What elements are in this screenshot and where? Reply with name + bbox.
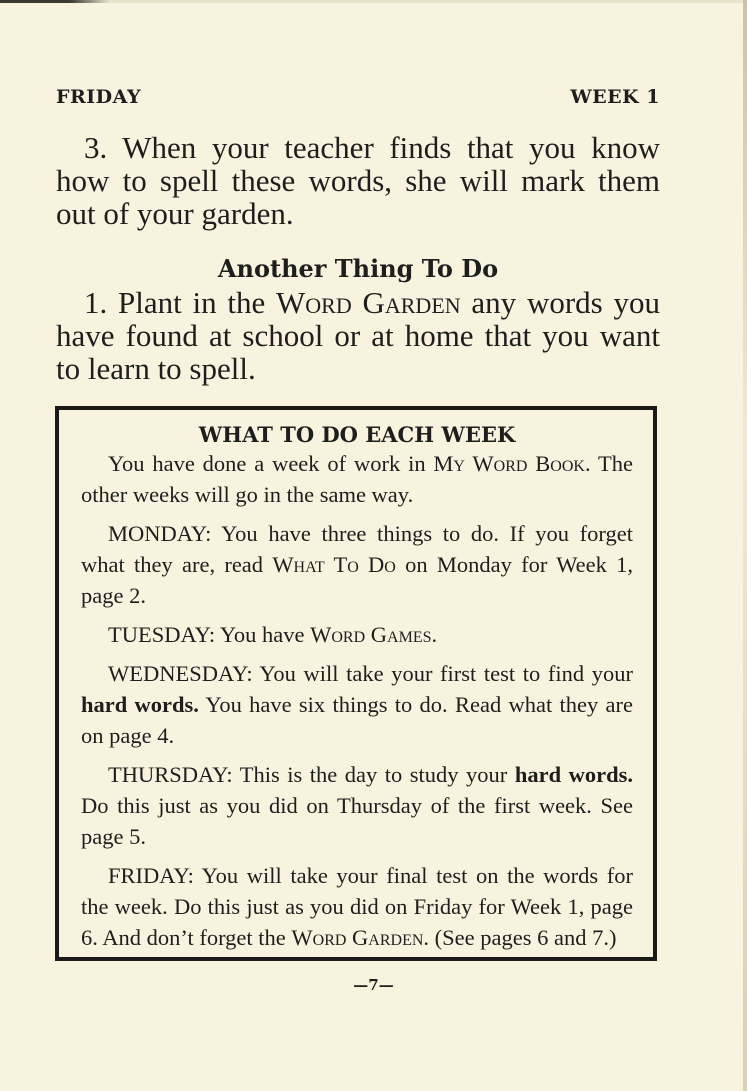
thursday-text-b: Do this just as you did on Thursday of the first week. See page 5. — [81, 793, 633, 849]
box-title: WHAT TO DO EACH WEEK — [198, 422, 516, 447]
wednesday-bold: hard words. — [81, 692, 199, 717]
monday-text-b: on Monday for Week 1, page 2. — [81, 552, 634, 608]
running-head-day: FRIDAY — [56, 86, 142, 108]
wednesday-text-a: WEDNESDAY: You will take your first test to find your — [108, 661, 633, 686]
paragraph-plant-words — [56, 286, 660, 385]
page-right-edge — [743, 0, 747, 1091]
friday-text-b: . (See pages 6 and 7.) — [423, 925, 617, 950]
tuesday-text-b: . — [431, 622, 438, 647]
monday-text-a: MONDAY: You have three things to do. If you forget what they are, read — [81, 521, 633, 577]
thursday-text-a: THURSDAY: This is the day to study your — [108, 762, 515, 787]
intro-text-b: . The other weeks will go in the same way. — [81, 451, 634, 507]
box-friday — [81, 860, 633, 953]
weekly-instructions-box — [55, 406, 657, 961]
section-heading-another-thing: Another Thing To Do — [217, 254, 499, 283]
page-number: —7— — [353, 976, 394, 994]
thursday-bold: hard words. — [514, 762, 633, 787]
wednesday-text-b: You have six things to do. Read what they are on page 4. — [81, 692, 633, 748]
box-wednesday — [81, 658, 633, 751]
box-thursday — [81, 759, 633, 852]
box-tuesday — [81, 619, 633, 650]
paragraph-step-3: 3. When your teacher finds that you know how to spell these words, she will mark them out of your garden. — [56, 130, 660, 231]
monday-ref: What To Do — [272, 552, 396, 577]
tuesday-ref: Word Games — [310, 622, 432, 647]
tuesday-text-a: TUESDAY: You have — [108, 622, 311, 647]
plant-text-end: any words you have found at school or at home that you want to learn to spell. — [56, 285, 660, 386]
friday-text-a: FRIDAY: You will take your final test on the words for the week. Do this just as you did on Friday for Week 1, page 6. And don’t forget the — [81, 863, 633, 950]
intro-text-a: You have done a week of work in — [108, 451, 434, 476]
intro-book-title: My Word Book — [433, 451, 585, 476]
word-garden-term: Word Garden — [276, 285, 461, 320]
friday-ref: Word Garden — [291, 925, 424, 950]
box-intro — [81, 448, 633, 510]
running-head-week: WEEK 1 — [570, 86, 660, 108]
running-head — [56, 86, 660, 108]
box-monday — [81, 518, 633, 611]
plant-text-start: 1. Plant in the — [84, 285, 277, 320]
page-top-edge — [0, 0, 747, 3]
